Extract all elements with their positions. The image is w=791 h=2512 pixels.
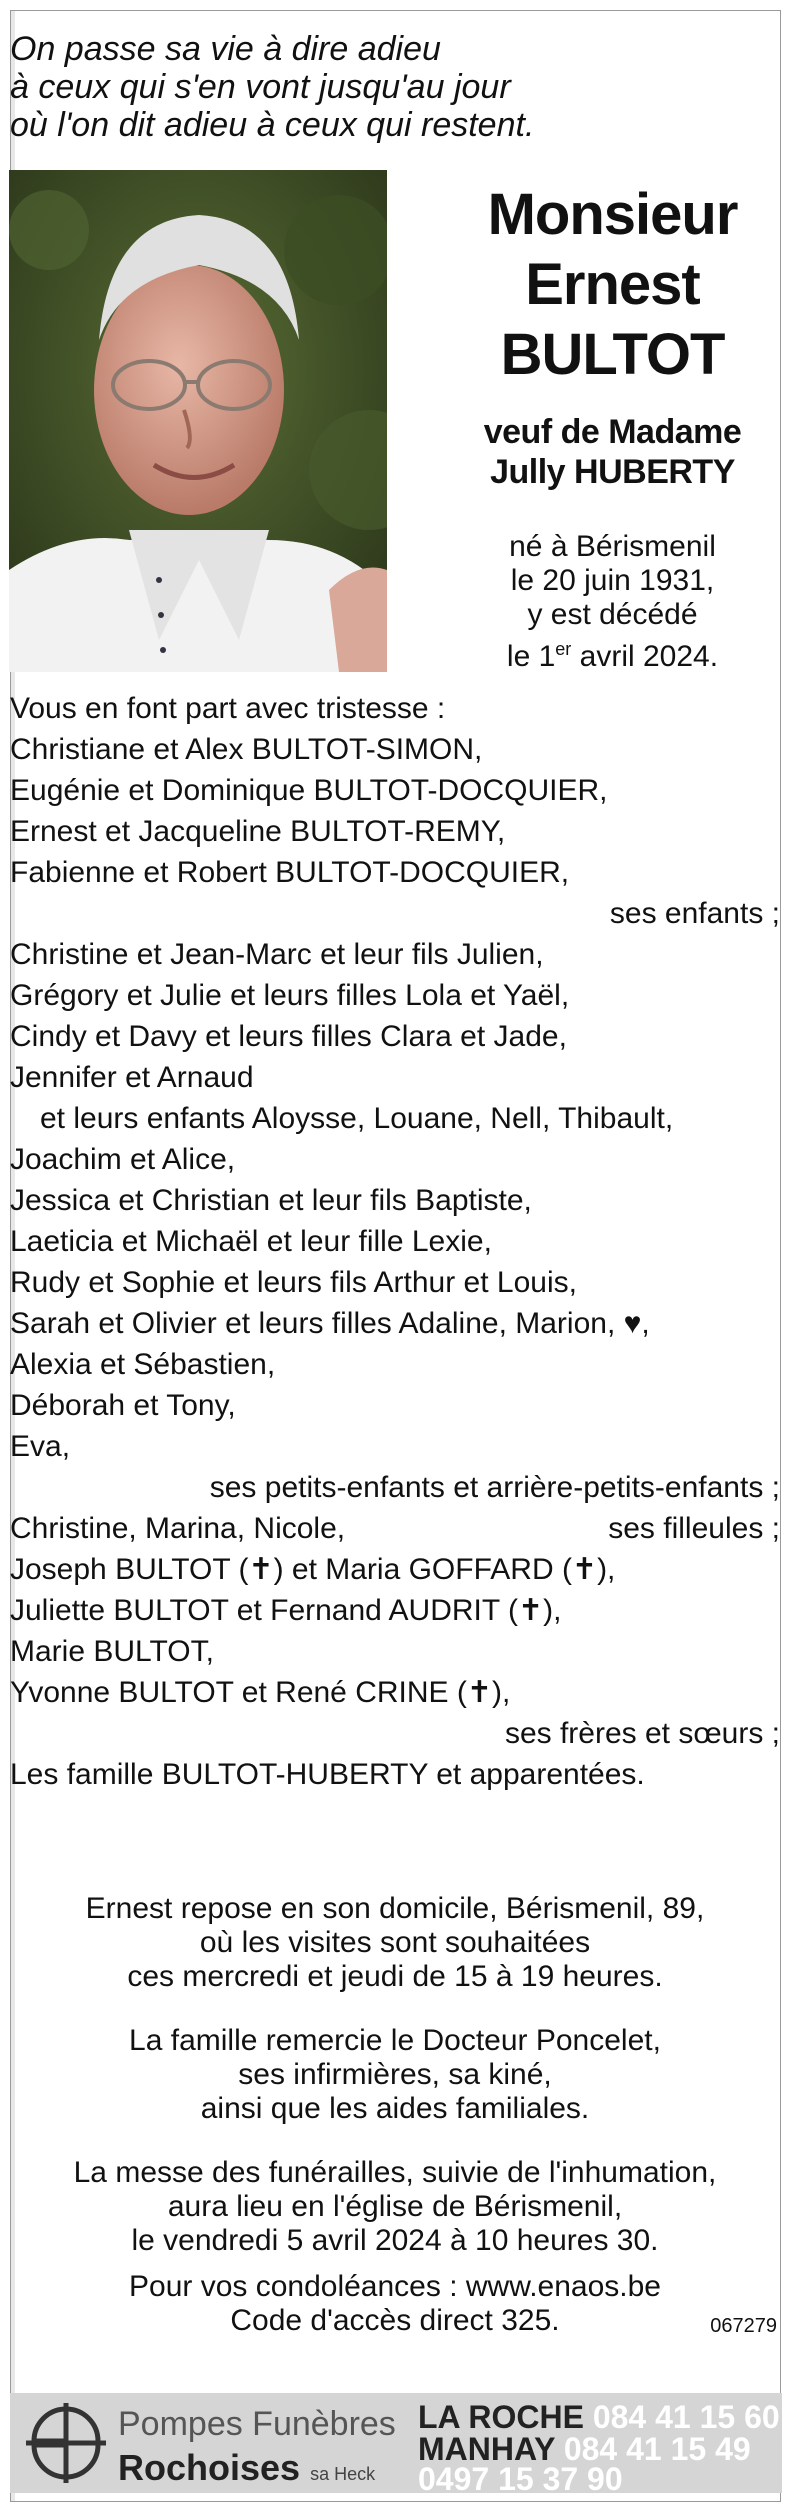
thanks-info — [10, 2024, 780, 2126]
family-line: Les famille BULTOT-HUBERTY et apparentées. — [10, 1758, 645, 1791]
child-line: Fabienne et Robert BULTOT-DOCQUIER, — [10, 856, 570, 889]
spouse-name: Jully HUBERTY — [490, 453, 735, 491]
condolences-info — [10, 2270, 780, 2338]
portrait-photo — [9, 170, 387, 672]
death-place: y est décédé — [527, 598, 698, 631]
last-name: BULTOT — [500, 322, 725, 387]
widow-of — [440, 412, 785, 492]
grandchild-line: Rudy et Sophie et leurs fils Arthur et Louis, — [10, 1266, 577, 1299]
grandchild-line: et leurs enfants Aloysse, Louane, Nell, Thibault, — [40, 1102, 674, 1135]
children-label: ses enfants ; — [609, 897, 780, 930]
funeral-home-banner — [10, 2393, 782, 2497]
condolences-link-line[interactable]: Pour vos condoléances : www.enaos.be — [129, 2270, 661, 2303]
quote-line: On passe sa vie à dire adieu — [10, 30, 441, 68]
grandchild-line: Cindy et Davy et leurs filles Clara et Jade, — [10, 1020, 567, 1053]
visit-line: où les visites sont souhaitées — [199, 1926, 591, 1959]
child-line: Christiane et Alex BULTOT-SIMON, — [10, 733, 483, 766]
birth-date: le 20 juin 1931, — [510, 564, 715, 597]
grandchild-line: Sarah et Olivier et leurs filles Adaline, Marion, ♥, — [10, 1307, 650, 1340]
phone-mobile[interactable]: 0497 15 37 90 — [418, 2461, 623, 2497]
sibling-line: Yvonne BULTOT et René CRINE (✝), — [10, 1676, 511, 1709]
grandchild-line: Joachim et Alice, — [10, 1143, 236, 1176]
contact-manhay: MANHAY 084 41 15 49 — [418, 2431, 751, 2467]
siblings-label: ses frères et sœurs ; — [504, 1717, 780, 1750]
grandchild-line: Jessica et Christian et leur fils Baptiste, — [10, 1184, 532, 1217]
honorific: Monsieur — [487, 182, 738, 247]
access-code-line: Code d'accès direct 325. — [230, 2304, 560, 2337]
quote-line: où l'on dit adieu à ceux qui restent. — [10, 106, 535, 144]
sibling-line: Juliette BULTOT et Fernand AUDRIT (✝), — [10, 1594, 562, 1627]
thanks-line: ainsi que les aides familiales. — [200, 2092, 590, 2125]
intro: Vous en font part avec tristesse : — [10, 692, 446, 725]
funeral-mass-info — [10, 2156, 780, 2258]
child-line: Ernest et Jacqueline BULTOT-REMY, — [10, 815, 506, 848]
grandchild-line: Grégory et Julie et leurs filles Lola et Yaël, — [10, 979, 570, 1012]
grandchild-line: Jennifer et Arnaud — [10, 1061, 254, 1094]
birth-place: né à Bérismenil — [509, 530, 716, 563]
thanks-line: La famille remercie le Docteur Poncelet, — [129, 2024, 661, 2057]
child-line: Eugénie et Dominique BULTOT-DOCQUIER, — [10, 774, 608, 807]
visit-info — [10, 1892, 780, 1994]
sibling-line: Marie BULTOT, — [10, 1635, 214, 1668]
grandchild-line: Eva, — [10, 1430, 71, 1463]
mass-line: aura lieu en l'église de Bérismenil, — [167, 2190, 623, 2223]
birth-death-info — [440, 530, 785, 674]
sibling-line: Joseph BULTOT (✝) et Maria GOFFARD (✝), — [10, 1553, 616, 1586]
visit-line: ces mercredi et jeudi de 15 à 19 heures. — [127, 1960, 663, 1993]
grandchild-line: Alexia et Sébastien, — [10, 1348, 276, 1381]
phone-manhay[interactable]: 084 41 15 49 — [563, 2431, 751, 2467]
phone-la-roche[interactable]: 084 41 15 60 — [592, 2399, 780, 2435]
first-name: Ernest — [525, 252, 700, 317]
reference-code: 067279 — [710, 2315, 777, 2337]
widow-line: veuf de Madame — [483, 413, 742, 451]
mass-line: La messe des funérailles, suivie de l'inhumation, — [73, 2156, 717, 2189]
deceased-name — [440, 180, 785, 390]
goddaughters-row — [10, 1508, 780, 1549]
funeral-home-logo-icon — [24, 2401, 108, 2485]
grandchildren-label: ses petits-enfants et arrière-petits-enfants ; — [209, 1471, 780, 1504]
grandchild-line: Laeticia et Michaël et leur fille Lexie, — [10, 1225, 492, 1258]
thanks-line: ses infirmières, sa kiné, — [238, 2058, 552, 2091]
grandchild-line: Déborah et Tony, — [10, 1389, 236, 1422]
goddaughters: Christine, Marina, Nicole, — [10, 1512, 346, 1545]
contact-la-roche: LA ROCHE 084 41 15 60 — [418, 2399, 780, 2435]
mass-line: le vendredi 5 avril 2024 à 10 heures 30. — [131, 2224, 659, 2257]
death-date: le 1er avril 2024. — [506, 639, 719, 673]
goddaughters-label: ses filleules ; — [608, 1512, 780, 1545]
quote-line: à ceux qui s'en vont jusqu'au jour — [10, 68, 511, 106]
portrait-illustration — [9, 170, 387, 672]
epigraph-quote — [10, 30, 770, 144]
grandchild-line: Christine et Jean-Marc et leur fils Julien, — [10, 938, 544, 971]
funeral-home-name-line2: Rochoises sa Heck — [118, 2447, 376, 2488]
family-announcement — [10, 688, 780, 1795]
visit-line: Ernest repose en son domicile, Bérismenil, 89, — [85, 1892, 705, 1925]
funeral-home-name-line1: Pompes Funèbres — [118, 2405, 396, 2443]
